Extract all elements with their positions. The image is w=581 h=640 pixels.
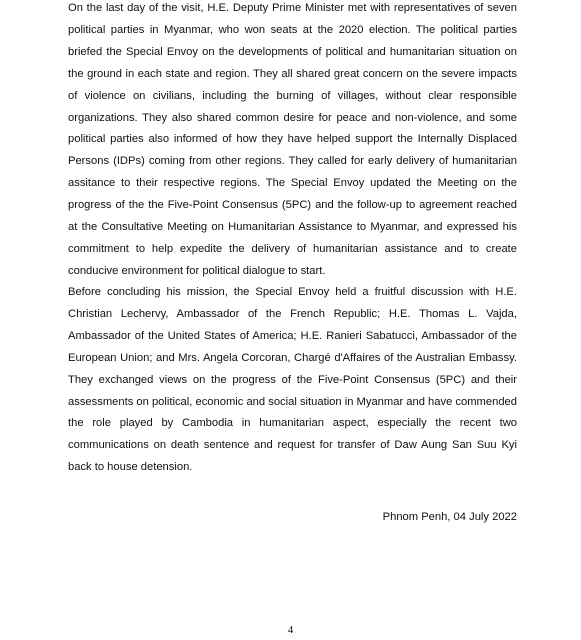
page-number: 4 — [287, 624, 294, 636]
paragraph-meeting-political-parties: On the last day of the visit, H.E. Deputy Prime Minister met with representatives of seven political parties in Myanmar, who won seats at the 2020 election. The political parties briefed the Special Envoy on the developments of political and humanitarian situation on the ground in each state and region. They all shared great concern on the severe impacts of violence on civilians, including the burning of villages, without clear responsible organizations. They also shared common desire for peace and non-violence, and some political parties also informed of how they have helped support the Internally Displaced Persons (IDPs) coming from other regions. They called for early delivery of humanitarian assitance to their respective regions. The Special Envoy updated the Meeting on the progress of the the Five-Point Consensus (5PC) and the follow-up to agreement reached at the Consultative Meeting on Humanitarian Assistance to Myanmar, and expressed his commitment to help expedite the delivery of humanitarian assistance and to create conducive environment for political dialogue to start. — [68, 2, 517, 277]
dateline: Phnom Penh, 04 July 2022 — [382, 511, 517, 523]
paragraph-meeting-ambassadors: Before concluding his mission, the Special Envoy held a fruitful discussion with H.E. Christian Lechervy, Ambassador of the French Republic; H.E. Thomas L. Vajda, Ambassador of the United States of America; H.E. Ranieri Sabatucci, Ambassador of the European Union; and Mrs. Angela Corcoran, Chargé d'Affaires of the Australian Embassy. They exchanged views on the progress of the Five-Point Consensus (5PC) and their assessments on political, economic and social situation in Myanmar and have commended the role played by Cambodia in humanitarian aspect, especially the recent two communications on death sentence and request for transfer of Daw Aung San Suu Kyi back to house detension. — [68, 286, 517, 474]
